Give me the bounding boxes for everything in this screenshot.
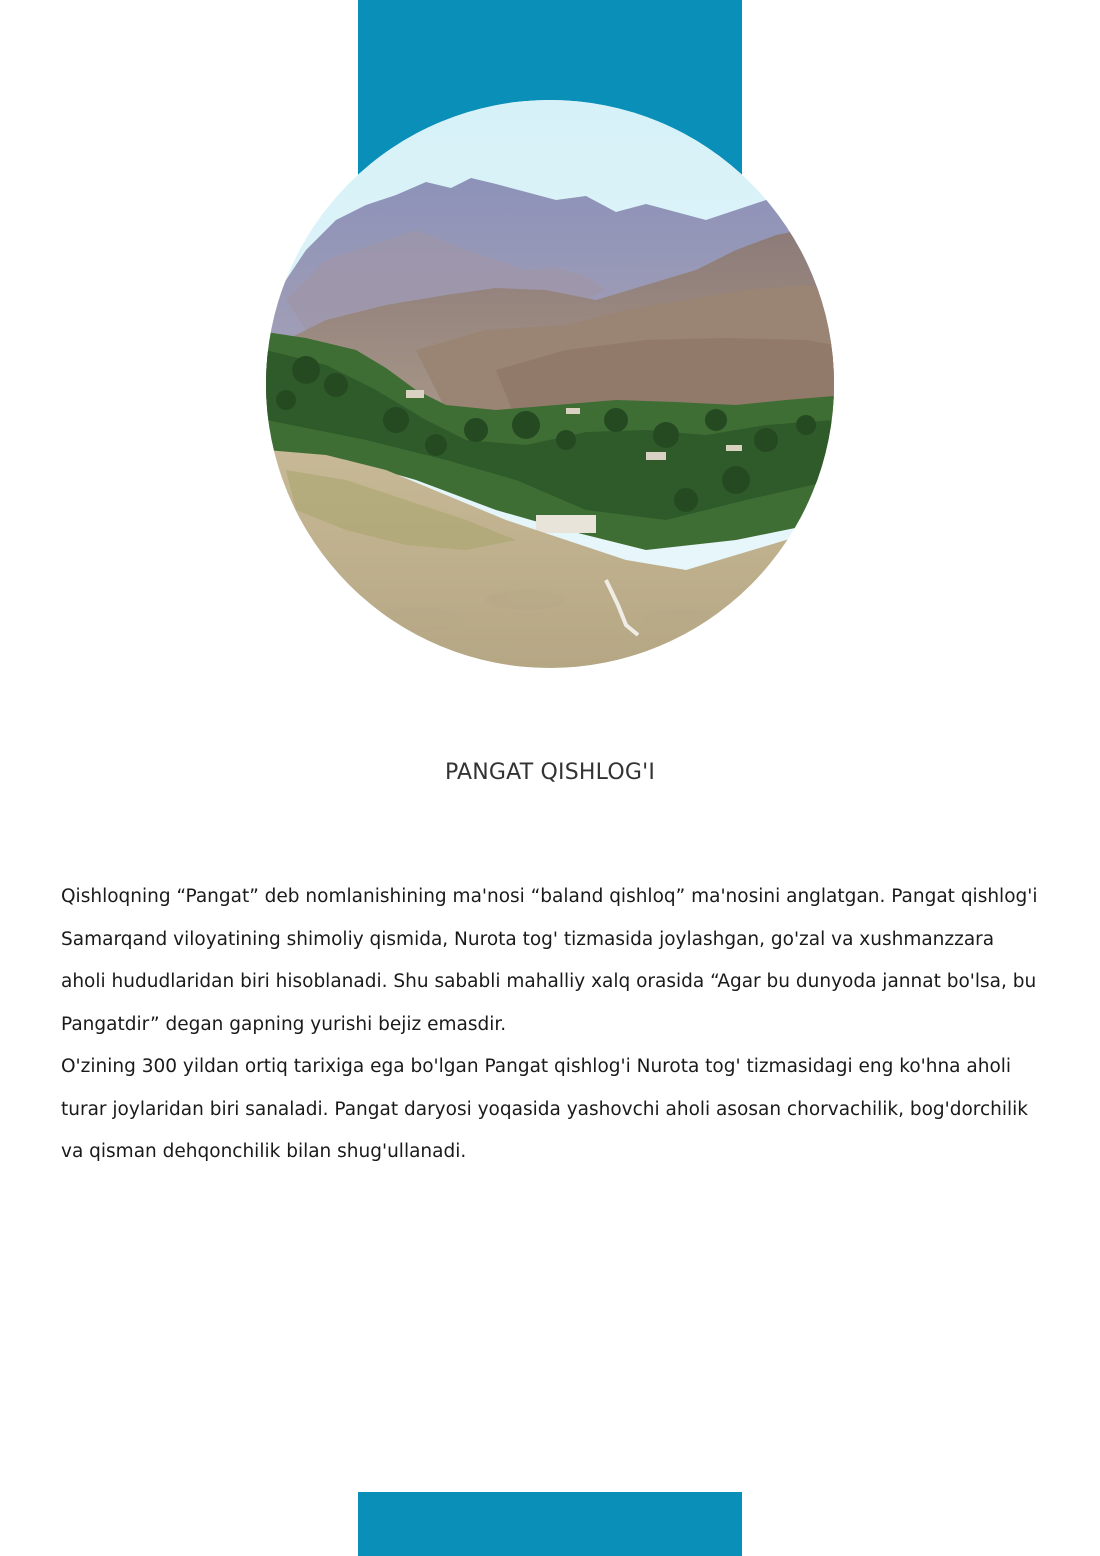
body-text <box>61 876 1041 1174</box>
village-landscape-photo <box>266 100 834 668</box>
page-title: PANGAT QISHLOG'I <box>444 760 656 785</box>
paragraph: O'zining 300 yildan ortiq tarixiga ega bo'lgan Pangat qishlog'i Nurota tog' tizmasidagi eng ko'hna aholi turar joylaridan biri sanaladi. Pangat daryosi yoqasida yashovchi aholi asosan chorvachilik, bog'dorchilik va qisman dehqonchilik bilan shug'ullanadi. <box>61 1056 1029 1162</box>
bottom-accent-band <box>358 1492 742 1556</box>
paragraph: Qishloqning “Pangat” deb nomlanishining ma'nosi “baland qishloq” ma'nosini anglatgan. Pangat qishlog'i Samarqand viloyatining shimoliy qismida, Nurota tog' tizmasida joylashgan, go'zal va xushmanzzara aholi hududlaridan biri hisoblanadi. Shu sababli mahalliy xalq orasida “Agar bu dunyoda jannat bo'lsa, bu Pangatdir” degan gapning yurishi bejiz emasdir. <box>61 886 1038 1035</box>
